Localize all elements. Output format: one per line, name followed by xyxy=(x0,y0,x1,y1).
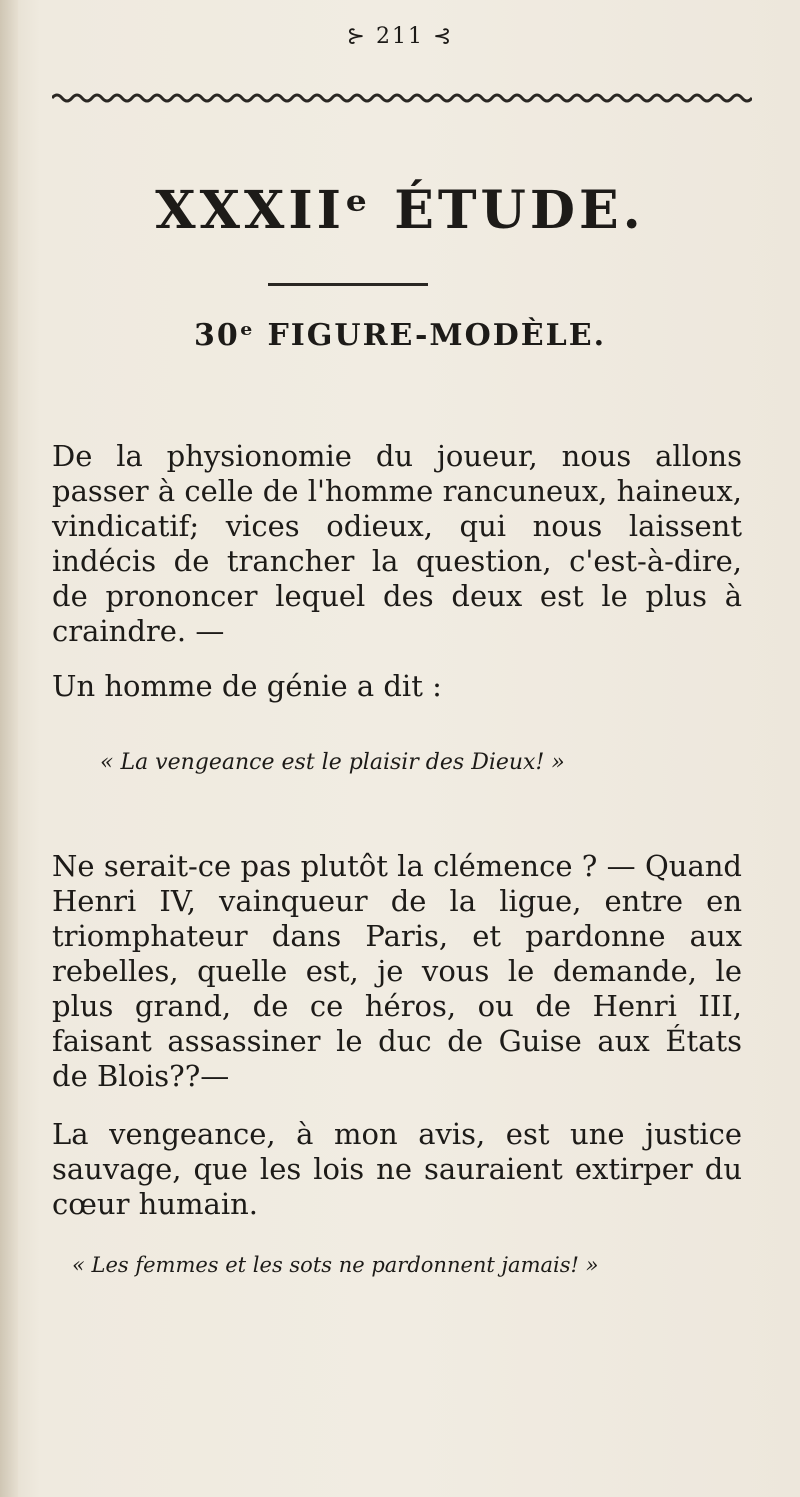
paragraph-clemency: Ne serait-ce pas plutôt la clémence ? — Quand Henri IV, vainqueur de la ligue, entre en triomphateur dans Paris, et pardonne aux rebelles, quelle est, je vous le demande, le plus grand, de ce héros, ou de Henri III, faisant assassiner le duc de Guise aux États de Blois??— xyxy=(52,849,742,1093)
folio-mark-left: ⊱ xyxy=(346,24,376,49)
paragraph-intro: De la physionomie du joueur, nous allons passer à celle de l'homme rancuneux, haineux, vindicatif; vices odieux, qui nous laissent indécis de trancher la question, c'est-à-dire, de prononcer lequel des deux est le plus à craindre. — xyxy=(52,439,742,648)
page-number xyxy=(0,24,800,49)
quotation: « La vengeance est le plaisir des Dieux! » xyxy=(100,750,565,775)
folio-number: 211 xyxy=(376,24,424,49)
title-rule xyxy=(268,283,428,286)
section-subtitle: 30ᵉ FIGURE-MODÈLE. xyxy=(193,318,607,353)
paragraph-genius: Un homme de génie a dit : xyxy=(52,669,442,703)
decorative-border xyxy=(52,90,752,106)
paragraph-vengeance: La vengeance, à mon avis, est une justice sauvage, que les lois ne sauraient extirper du cœur humain. xyxy=(52,1117,742,1221)
folio-mark-right: ⊰ xyxy=(424,24,454,49)
chapter-title: XXXIIᵉ ÉTUDE. xyxy=(155,180,645,241)
footnote: « Les femmes et les sots ne pardonnent jamais! » xyxy=(72,1253,599,1277)
